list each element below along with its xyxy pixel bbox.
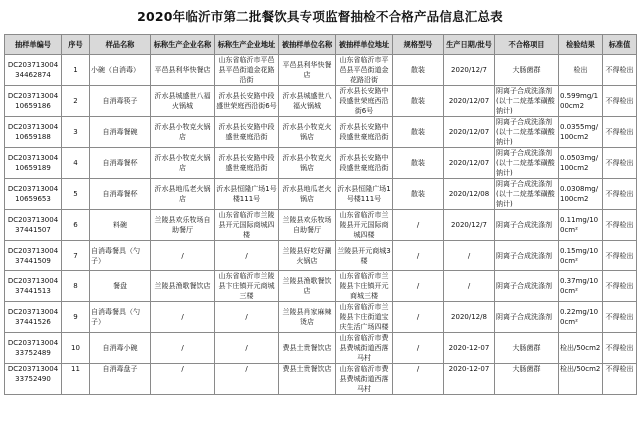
table-cell: 沂水县恒隆广场1号楼111号 bbox=[215, 179, 279, 210]
table-cell: 检出/50cm2 bbox=[559, 333, 603, 364]
table-cell: 0.0308mg/100cm2 bbox=[559, 179, 603, 210]
table-cell: 沂水县长安路中段盛世荣庭西沿街6号 bbox=[215, 86, 279, 117]
table-row bbox=[5, 271, 637, 302]
table-cell: / bbox=[444, 241, 495, 271]
table-cell: 费县土贵餐饮店 bbox=[279, 364, 336, 395]
table-cell: DC20371300437441526 bbox=[5, 302, 62, 333]
table-cell: 山东省临沂市费县费城街道西落马村 bbox=[336, 364, 393, 395]
column-header: 标准值 bbox=[603, 35, 637, 55]
table-cell: 自消毒盘子 bbox=[90, 364, 151, 395]
table-cell: / bbox=[393, 241, 444, 271]
column-header: 检验结果 bbox=[559, 35, 603, 55]
table-cell: 料碗 bbox=[90, 210, 151, 241]
table-cell: 0.15mg/100cm² bbox=[559, 241, 603, 271]
table-cell: / bbox=[151, 364, 215, 395]
table-cell: / bbox=[215, 302, 279, 333]
table-cell: 自消毒小碗 bbox=[90, 333, 151, 364]
table-cell: 2020/12/07 bbox=[444, 148, 495, 179]
table-cell: 不得检出 bbox=[603, 333, 637, 364]
table-cell: 不得检出 bbox=[603, 117, 637, 148]
table-row bbox=[5, 117, 637, 148]
table-cell: 平邑县利华快餐店 bbox=[151, 55, 215, 86]
table-cell: 7 bbox=[62, 241, 90, 271]
table-cell: 沂水县城盛世八福火锅城 bbox=[279, 86, 336, 117]
table-cell: DC20371300410659189 bbox=[5, 148, 62, 179]
table-row bbox=[5, 241, 637, 271]
table-cell: 2020/12/07 bbox=[444, 86, 495, 117]
table-cell: / bbox=[393, 210, 444, 241]
table-cell: 沂水县地瓜老火锅店 bbox=[151, 179, 215, 210]
table-cell: 山东省临沂市兰陵县卞庄镇开元商城三楼 bbox=[336, 271, 393, 302]
column-header: 序号 bbox=[62, 35, 90, 55]
table-cell: 散装 bbox=[393, 55, 444, 86]
table-cell: 山东省临沂市兰陵县开元国际商城四楼 bbox=[336, 210, 393, 241]
table-cell: / bbox=[151, 302, 215, 333]
table-cell: 不得检出 bbox=[603, 210, 637, 241]
table-cell: / bbox=[393, 364, 444, 395]
column-header: 标称生产企业名称 bbox=[151, 35, 215, 55]
table-cell: 2020/12/7 bbox=[444, 210, 495, 241]
table-cell: 阴离子合成洗涤剂 bbox=[495, 302, 559, 333]
table-cell: 散装 bbox=[393, 86, 444, 117]
table-cell: 兰陵县肖家麻辣烫店 bbox=[279, 302, 336, 333]
table-cell: 兰陵县开元商城3楼 bbox=[336, 241, 393, 271]
table-cell: 阴离子合成洗涤剂(以十二烷基苯磺酸钠计) bbox=[495, 179, 559, 210]
table-cell: 山东省临沂市费县费城街道西落马村 bbox=[336, 333, 393, 364]
table-cell: / bbox=[215, 241, 279, 271]
table-cell: 阴离子合成洗涤剂(以十二烷基苯磺酸钠计) bbox=[495, 86, 559, 117]
table-cell: 兰陵县好吃好涮火锅店 bbox=[279, 241, 336, 271]
table-cell: 阴离子合成洗涤剂(以十二烷基苯磺酸钠计) bbox=[495, 117, 559, 148]
table-cell: 自消毒餐碗 bbox=[90, 117, 151, 148]
column-header: 不合格项目 bbox=[495, 35, 559, 55]
page-title: 2020年临沂市第二批餐饮具专项监督抽检不合格产品信息汇总表 bbox=[137, 9, 503, 24]
table-cell: 沂水县长安路中段盛世豪庭沿街 bbox=[336, 148, 393, 179]
table-cell: 不得检出 bbox=[603, 302, 637, 333]
table-cell: 自消毒餐杯 bbox=[90, 179, 151, 210]
table-cell: 兰陵县欢乐牧场自助餐厅 bbox=[279, 210, 336, 241]
table-cell: 不得检出 bbox=[603, 148, 637, 179]
table-cell: 不得检出 bbox=[603, 55, 637, 86]
table-cell: 小碗（自消毒） bbox=[90, 55, 151, 86]
table-body bbox=[5, 55, 637, 395]
table-row bbox=[5, 302, 637, 333]
table-cell: 0.0503mg/100cm2 bbox=[559, 148, 603, 179]
table-cell: 0.599mg/100cm2 bbox=[559, 86, 603, 117]
table-cell: 兰陵县渔歌餐饮店 bbox=[151, 271, 215, 302]
table-cell: / bbox=[215, 364, 279, 395]
table-cell: 大肠菌群 bbox=[495, 333, 559, 364]
table-cell: 大肠菌群 bbox=[495, 364, 559, 395]
table-cell: 沂水县小牧克火锅店 bbox=[151, 148, 215, 179]
table-cell: 山东省临沂市兰陵县卞庄镇开元商城三楼 bbox=[215, 271, 279, 302]
table-cell: 不得检出 bbox=[603, 86, 637, 117]
table-cell: 11 bbox=[62, 364, 90, 395]
table-cell: DC20371300437441507 bbox=[5, 210, 62, 241]
table-cell: DC20371300410659653 bbox=[5, 179, 62, 210]
table-row bbox=[5, 86, 637, 117]
table-cell: 大肠菌群 bbox=[495, 55, 559, 86]
table-cell: 2020/12/7 bbox=[444, 55, 495, 86]
results-table bbox=[4, 34, 637, 395]
table-cell: 2020/12/07 bbox=[444, 117, 495, 148]
table-cell: 2020-12-07 bbox=[444, 333, 495, 364]
table-cell: 5 bbox=[62, 179, 90, 210]
table-cell: 兰陵县欢乐牧场自助餐厅 bbox=[151, 210, 215, 241]
table-cell: 不得检出 bbox=[603, 271, 637, 302]
table-cell: 散装 bbox=[393, 179, 444, 210]
table-cell: / bbox=[393, 302, 444, 333]
table-cell: 0.11mg/100cm² bbox=[559, 210, 603, 241]
table-cell: / bbox=[151, 241, 215, 271]
table-cell: 检出 bbox=[559, 55, 603, 86]
table-cell: 散装 bbox=[393, 148, 444, 179]
column-header: 抽样单编号 bbox=[5, 35, 62, 55]
table-cell: DC20371300437441513 bbox=[5, 271, 62, 302]
table-row bbox=[5, 210, 637, 241]
column-header: 标称生产企业地址 bbox=[215, 35, 279, 55]
table-cell: DC20371300437441509 bbox=[5, 241, 62, 271]
table-cell: 沂水县地瓜老火锅店 bbox=[279, 179, 336, 210]
table-cell: 沂水县长安路中段盛世豪庭沿街 bbox=[215, 117, 279, 148]
table-cell: 沂水县小牧克火锅店 bbox=[279, 117, 336, 148]
table-cell: 阴离子合成洗涤剂 bbox=[495, 241, 559, 271]
table-cell: 平邑县利华快餐店 bbox=[279, 55, 336, 86]
table-cell: 沂水县小牧克火锅店 bbox=[151, 117, 215, 148]
table-cell: 2020-12-07 bbox=[444, 364, 495, 395]
table-cell: 自消毒餐具（勺子） bbox=[90, 241, 151, 271]
table-cell: / bbox=[393, 333, 444, 364]
table-cell: 山东省临沂市平邑县平邑街道金花路沿街 bbox=[336, 55, 393, 86]
table-cell: 自消毒筷子 bbox=[90, 86, 151, 117]
table-cell: 自消毒餐杯 bbox=[90, 148, 151, 179]
table-cell: DC20371300433752489 bbox=[5, 333, 62, 364]
table-cell: 1 bbox=[62, 55, 90, 86]
table-cell: 8 bbox=[62, 271, 90, 302]
table-row bbox=[5, 333, 637, 364]
table-cell: 散装 bbox=[393, 117, 444, 148]
table-cell: / bbox=[393, 271, 444, 302]
table-cell: DC20371300433752490 bbox=[5, 364, 62, 395]
table-cell: 2020/12/08 bbox=[444, 179, 495, 210]
table-cell: 沂水县长安路中段盛世豪庭沿街 bbox=[215, 148, 279, 179]
table-header-row bbox=[5, 35, 637, 55]
table-cell: 自消毒餐具（勺子） bbox=[90, 302, 151, 333]
table-cell: 0.22mg/100cm² bbox=[559, 302, 603, 333]
table-cell: 山东省临沂市平邑县平邑街道金花路沿街 bbox=[215, 55, 279, 86]
table-cell: 6 bbox=[62, 210, 90, 241]
table-cell: 4 bbox=[62, 148, 90, 179]
table-cell: 不得检出 bbox=[603, 179, 637, 210]
table-cell: 阴离子合成洗涤剂 bbox=[495, 210, 559, 241]
table-cell: 阴离子合成洗涤剂 bbox=[495, 271, 559, 302]
table-cell: 检出/50cm2 bbox=[559, 364, 603, 395]
table-cell: 费县土贵餐饮店 bbox=[279, 333, 336, 364]
table-cell: / bbox=[444, 271, 495, 302]
table-cell: 阴离子合成洗涤剂(以十二烷基苯磺酸钠计) bbox=[495, 148, 559, 179]
table-cell: 山东省临沂市兰陵县卞庄街道宝庆生活广场四楼 bbox=[336, 302, 393, 333]
table-cell: 沂水县长安路中段盛世豪庭沿街 bbox=[336, 117, 393, 148]
table-cell: 山东省临沂市兰陵县开元国际商城四楼 bbox=[215, 210, 279, 241]
table-row bbox=[5, 364, 637, 395]
table-cell: DC20371300410659186 bbox=[5, 86, 62, 117]
table-cell: / bbox=[151, 333, 215, 364]
table-cell: 2 bbox=[62, 86, 90, 117]
table-cell: 不得检出 bbox=[603, 241, 637, 271]
table-cell: 沂水县城盛世八福火锅城 bbox=[151, 86, 215, 117]
column-header: 被抽样单位名称 bbox=[279, 35, 336, 55]
table-cell: 沂水县长安路中段盛世荣庭西沿街6号 bbox=[336, 86, 393, 117]
table-cell: 兰陵县渔歌餐饮店 bbox=[279, 271, 336, 302]
table-row bbox=[5, 55, 637, 86]
table-cell: 沂水县恒隆广场1号楼111号 bbox=[336, 179, 393, 210]
table-cell: 3 bbox=[62, 117, 90, 148]
table-cell: 10 bbox=[62, 333, 90, 364]
table-cell: 餐盘 bbox=[90, 271, 151, 302]
table-cell: 0.37mg/100cm² bbox=[559, 271, 603, 302]
column-header: 规格型号 bbox=[393, 35, 444, 55]
table-cell: DC203713004344628​74 bbox=[5, 55, 62, 86]
table-row bbox=[5, 148, 637, 179]
table-row bbox=[5, 179, 637, 210]
table-cell: DC20371300410659188 bbox=[5, 117, 62, 148]
table-cell: 不得检出 bbox=[603, 364, 637, 395]
table-cell: / bbox=[215, 333, 279, 364]
column-header: 被抽样单位地址 bbox=[336, 35, 393, 55]
column-header: 生产日期/批号 bbox=[444, 35, 495, 55]
table-cell: 沂水县小牧克火锅店 bbox=[279, 148, 336, 179]
table-cell: 0.0355mg/100cm2 bbox=[559, 117, 603, 148]
table-cell: 2020/12/8 bbox=[444, 302, 495, 333]
table-cell: 9 bbox=[62, 302, 90, 333]
column-header: 样品名称 bbox=[90, 35, 151, 55]
